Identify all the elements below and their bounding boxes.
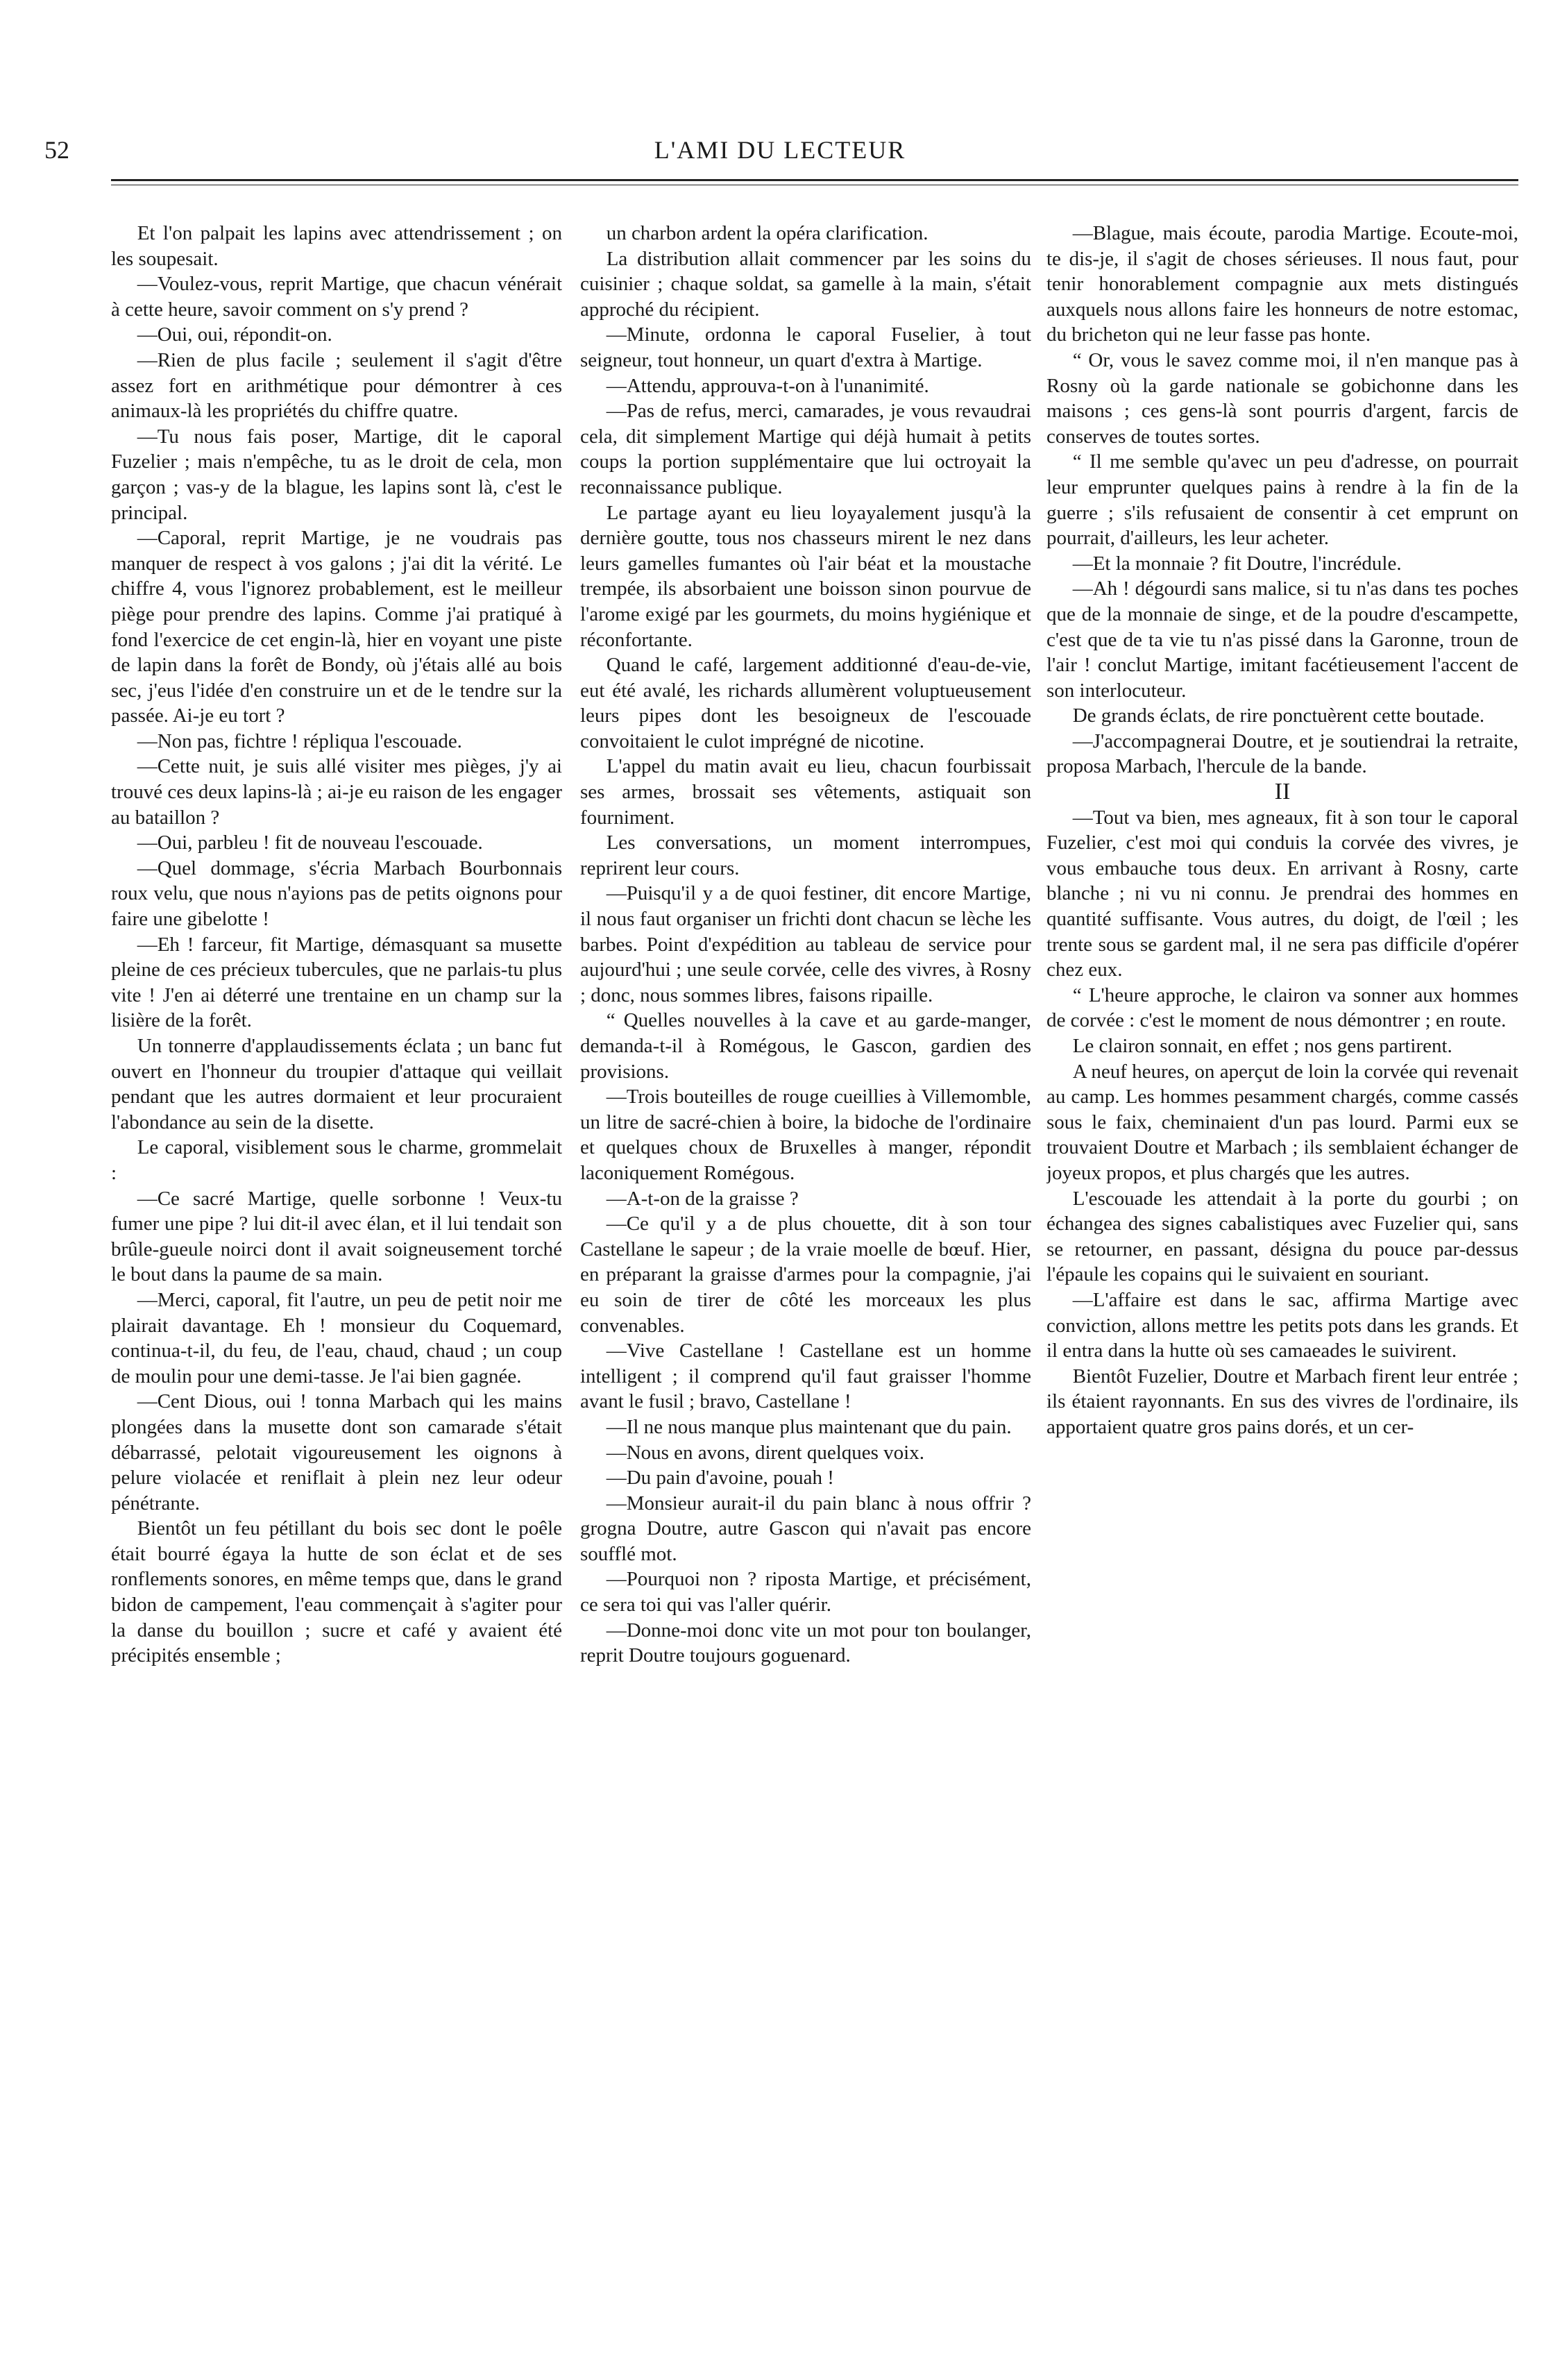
- paragraph: “ Il me semble qu'avec un peu d'adresse, on pourrait leur emprunter quelques pains à rendre à la fin de la guerre ; s'ils refusaient de consentir à cet emprunt on pourrait, d'ailleurs, les leur acheter.: [1046, 450, 1518, 550]
- paragraph: —Ce qu'il y a de plus chouette, dit à son tour Castellane le sapeur ; de la vraie moelle de bœuf. Hier, en préparant la graisse d'armes pour la compagnie, j'ai eu soin de tirer de côté les morceaux les plus convenables.: [580, 1213, 1031, 1337]
- paragraph: —Pourquoi non ? riposta Martige, et précisément, ce sera toi qui vas l'aller quérir.: [580, 1568, 1031, 1617]
- paragraph: —A-t-on de la graisse ?: [606, 1187, 799, 1210]
- paragraph: —Blague, mais écoute, parodia Martige. Ecoute-moi, te dis-je, il s'agit de choses sérieuses. Il nous faut, pour tenir honorablement compagnie aux mets distingués auxquels nous allons faire les honneurs de notre estomac, du bricheton qui ne leur fasse pas honte.: [1046, 222, 1518, 346]
- paragraph: —Pas de refus, merci, camarades, je vous revaudrai cela, dit simplement Martige qui déjà humait à petits coups la portion supplémentaire que lui octroyait la reconnaissance publique.: [580, 400, 1031, 498]
- paragraph: Et l'on palpait les lapins avec attendrissement ; on les soupesait.: [111, 222, 562, 270]
- running-head-title: L'AMI DU LECTEUR: [654, 136, 906, 164]
- paragraph: —Puisqu'il y a de quoi festiner, dit encore Martige, il nous faut organiser un frichti dont chacun se lèche les barbes. Point d'expédition au tableau de service pour aujourd'hui ; une seule corvée, celle des vivres, à Rosny ; donc, nous sommes libres, faisons ripaille.: [580, 882, 1031, 1006]
- paragraph: La distribution allait commencer par les soins du cuisinier ; chaque soldat, sa gamelle à la main, s'était approché du récipient.: [580, 247, 1031, 321]
- paragraph: —Oui, parbleu ! fit de nouveau l'escouade.: [137, 832, 483, 854]
- paragraph: —Vive Castellane ! Castellane est un homme intelligent ; il comprend qu'il faut graisser l'homme avant le fusil ; bravo, Castellane !: [580, 1340, 1031, 1413]
- paragraph: —Attendu, approuva-t-on à l'unanimité.: [606, 374, 929, 397]
- paragraph: —Tout va bien, mes agneaux, fit à son tour le caporal Fuzelier, c'est moi qui conduis la corvée des vivres, je vous embauche tous deux. En arrivant à Rosny, carte blanche ; ni vu ni connu. Je prendrai des hommes en quantité suffisante. Vous autres, du doigt, de l'œil ; les trente sous se gardent mal, il ne sera pas difficile d'opérer chez eux.: [1046, 806, 1518, 981]
- paragraph: —Du pain d'avoine, pouah !: [606, 1467, 834, 1489]
- paragraph: Bientôt Fuzelier, Doutre et Marbach firent leur entrée ; ils étaient rayonnants. En sus des vivres de l'ordinaire, ils apportaient quatre gros pains dorés, et un cer-: [1046, 1365, 1518, 1438]
- paragraph: Le clairon sonnait, en effet ; nos gens partirent.: [1072, 1035, 1452, 1057]
- paragraph: Le partage ayant eu lieu loyayalement jusqu'à la dernière goutte, tous nos chasseurs mirent le nez dans leurs gamelles fumantes où l'air béat et la moustache trempée, ils absorbaient une boisson sinon pourvue de l'arome exigé par les gourmets, du moins hygiénique et réconfortante.: [580, 501, 1031, 651]
- paragraph: —Non pas, fichtre ! répliqua l'escouade.: [137, 729, 462, 752]
- paragraph: —Oui, oui, répondit-on.: [137, 323, 332, 346]
- paragraph: —Donne-moi donc vite un mot pour ton boulanger, reprit Doutre toujours goguenard.: [580, 1619, 1031, 1667]
- page-number: 52: [44, 136, 69, 164]
- paragraph: Le caporal, visiblement sous le charme, grommelait :: [111, 1136, 562, 1184]
- paragraph: L'appel du matin avait eu lieu, chacun fourbissait ses armes, brossait ses vêtements, astiquait son fourniment.: [580, 755, 1031, 829]
- paragraph: —Eh ! farceur, fit Martige, démasquant sa musette pleine de ces précieux tubercules, que ne parlais-tu plus vite ! J'en ai déterré une trentaine en un champ sur la lisière de la forêt.: [111, 933, 562, 1032]
- paragraph: “ L'heure approche, le clairon va sonner aux hommes de corvée : c'est le moment de nous démontrer ; en route.: [1046, 984, 1518, 1032]
- paragraph: —Cette nuit, je suis allé visiter mes pièges, j'y ai trouvé ces deux lapins-là ; ai-je eu raison de les engager au bataillon ?: [111, 755, 562, 829]
- paragraph: Un tonnerre d'applaudissements éclata ; un banc fut ouvert en l'honneur du troupier d'attaque qui veillait pendant que les autres dormaient et leur procuraient l'abondance au sein de la disette.: [111, 1035, 562, 1133]
- paragraph: —Tu nous fais poser, Martige, dit le caporal Fuzelier ; mais n'empêche, tu as le droit de cela, mon garçon ; vas-y de la blague, les lapins sont là, c'est le principal.: [111, 425, 562, 524]
- paragraph: un charbon ardent la opéra clarification.: [606, 222, 929, 244]
- paragraph: —J'accompagnerai Doutre, et je soutiendrai la retraite, proposa Marbach, l'hercule de la bande.: [1046, 729, 1518, 778]
- paragraph: —Trois bouteilles de rouge cueillies à Villemomble, un litre de sacré-chien à boire, la bidoche de l'ordinaire et quelques choux de Bruxelles à manger, répondit laconiquement Romégous.: [580, 1086, 1031, 1184]
- paragraph: —Monsieur aurait-il du pain blanc à nous offrir ? grogna Doutre, autre Gascon qui n'avait pas encore soufflé mot.: [580, 1492, 1031, 1565]
- header-rule: [111, 179, 1518, 181]
- paragraph: Les conversations, un moment interrompues, reprirent leur cours.: [580, 832, 1031, 879]
- paragraph: —Nous en avons, dirent quelques voix.: [606, 1441, 924, 1464]
- paragraph: —Rien de plus facile ; seulement il s'agit d'être assez fort en arithmétique pour démontrer à ces animaux-là les propriétés du chiffre quatre.: [111, 348, 562, 423]
- text-column-3: [1046, 221, 1518, 2324]
- paragraph: —L'affaire est dans le sac, affirma Martige avec conviction, allons mettre les petits pots dans les grands. Et il entra dans la hutte où ses camaeades le suivirent.: [1046, 1288, 1518, 1362]
- text-column-1: [111, 221, 562, 2324]
- paragraph: —Caporal, reprit Martige, je ne voudrais pas manquer de respect à vos galons ; j'ai dit la vérité. Le chiffre 4, vous l'ignorez probablement, est le meilleur piège pour prendre des lapins. Comme j'ai pratiqué à fond l'exercice de cet engin-là, hier en voyant une piste de lapin dans la forêt de Bondy, où j'étais allé au bois sec, j'eus l'idée d'en construire un et de le tendre sur la passée. Ai-je eu tort ?: [111, 527, 562, 727]
- paragraph: —Minute, ordonna le caporal Fuselier, à tout seigneur, tout honneur, un quart d'extra à Martige.: [580, 323, 1031, 371]
- paragraph: L'escouade les attendait à la porte du gourbi ; on échangea des signes cabalistiques avec Fuzelier qui, sans se retourner, en passant, désigna du pouce par-dessus l'épaule les copains qui le suivaient en souriant.: [1046, 1187, 1518, 1286]
- paragraph: —Et la monnaie ? fit Doutre, l'incrédule.: [1072, 552, 1402, 575]
- paragraph: Bientôt un feu pétillant du bois sec dont le poêle était bourré égaya la hutte de son éclat et de ses ronflements sonores, en même temps que, dans le grand bidon de campement, l'eau commençait à s'agiter pour la danse du bouillon ; sucre et café y avaient été précipités ensemble ;: [111, 1517, 562, 1667]
- paragraph: —Quel dommage, s'écria Marbach Bourbonnais roux velu, que nous n'ayions pas de petits oignons pour faire une gibelotte !: [111, 856, 562, 931]
- paragraph: —Merci, caporal, fit l'autre, un peu de petit noir me plairait davantage. Eh ! monsieur du Coquemard, continua-t-il, du feu, de l'eau, chaud, chaud ; un coup de moulin pour une demi-tasse. Je l'ai bien gagnée.: [111, 1288, 562, 1387]
- paragraph: “ Quelles nouvelles à la cave et au garde-manger, demanda-t-il à Romégous, le Gascon, gardien des provisions.: [580, 1009, 1031, 1083]
- paragraph: —Il ne nous manque plus maintenant que du pain.: [606, 1415, 1012, 1438]
- section-heading: II: [1274, 779, 1291, 805]
- paragraph: —Ce sacré Martige, quelle sorbonne ! Veux-tu fumer une pipe ? lui dit-il avec élan, et il lui tendait son brûle-gueule noirci dont il avait soigneusement torché le bout dans la paume de sa main.: [111, 1187, 562, 1286]
- paragraph: Quand le café, largement additionné d'eau-de-vie, eut été avalé, les richards allumèrent voluptueusement leurs pipes dont les besoigneux de l'escouade convoitaient le culot imprégné de nicotine.: [580, 654, 1031, 752]
- paragraph: —Voulez-vous, reprit Martige, que chacun vénérait à cette heure, savoir comment on s'y prend ?: [111, 273, 562, 321]
- paragraph: —Ah ! dégourdi sans malice, si tu n'as dans tes poches que de la monnaie de singe, et de la poudre d'escampette, c'est que de ta vie tu n'as pissé dans la Garonne, troun de l'air ! conclut Martige, imitant facétieusement l'accent de son interlocuteur.: [1046, 577, 1518, 702]
- paragraph: A neuf heures, on aperçut de loin la corvée qui revenait au camp. Les hommes pesamment chargés, comme cassés sous le faix, cheminaient d'un pas lourd. Parmi eux se trouvaient Doutre et Marbach ; ils semblaient échanger de joyeux propos, et plus chargés que les autres.: [1046, 1060, 1518, 1184]
- paragraph: De grands éclats, de rire ponctuèrent cette boutade.: [1072, 704, 1485, 727]
- paragraph: “ Or, vous le savez comme moi, il n'en manque pas à Rosny où la garde nationale se gobichonne dans les maisons ; ces gens-là sont pourris d'argent, farcis de conserves de toutes sortes.: [1046, 348, 1518, 448]
- text-column-2: [580, 221, 1031, 2324]
- paragraph: —Cent Dious, oui ! tonna Marbach qui les mains plongées dans la musette dont son camarade s'était débarrassé, pelotait vigoureusement les oignons à pelure violacée et reniflait à plein nez leur odeur pénétrante.: [111, 1390, 562, 1514]
